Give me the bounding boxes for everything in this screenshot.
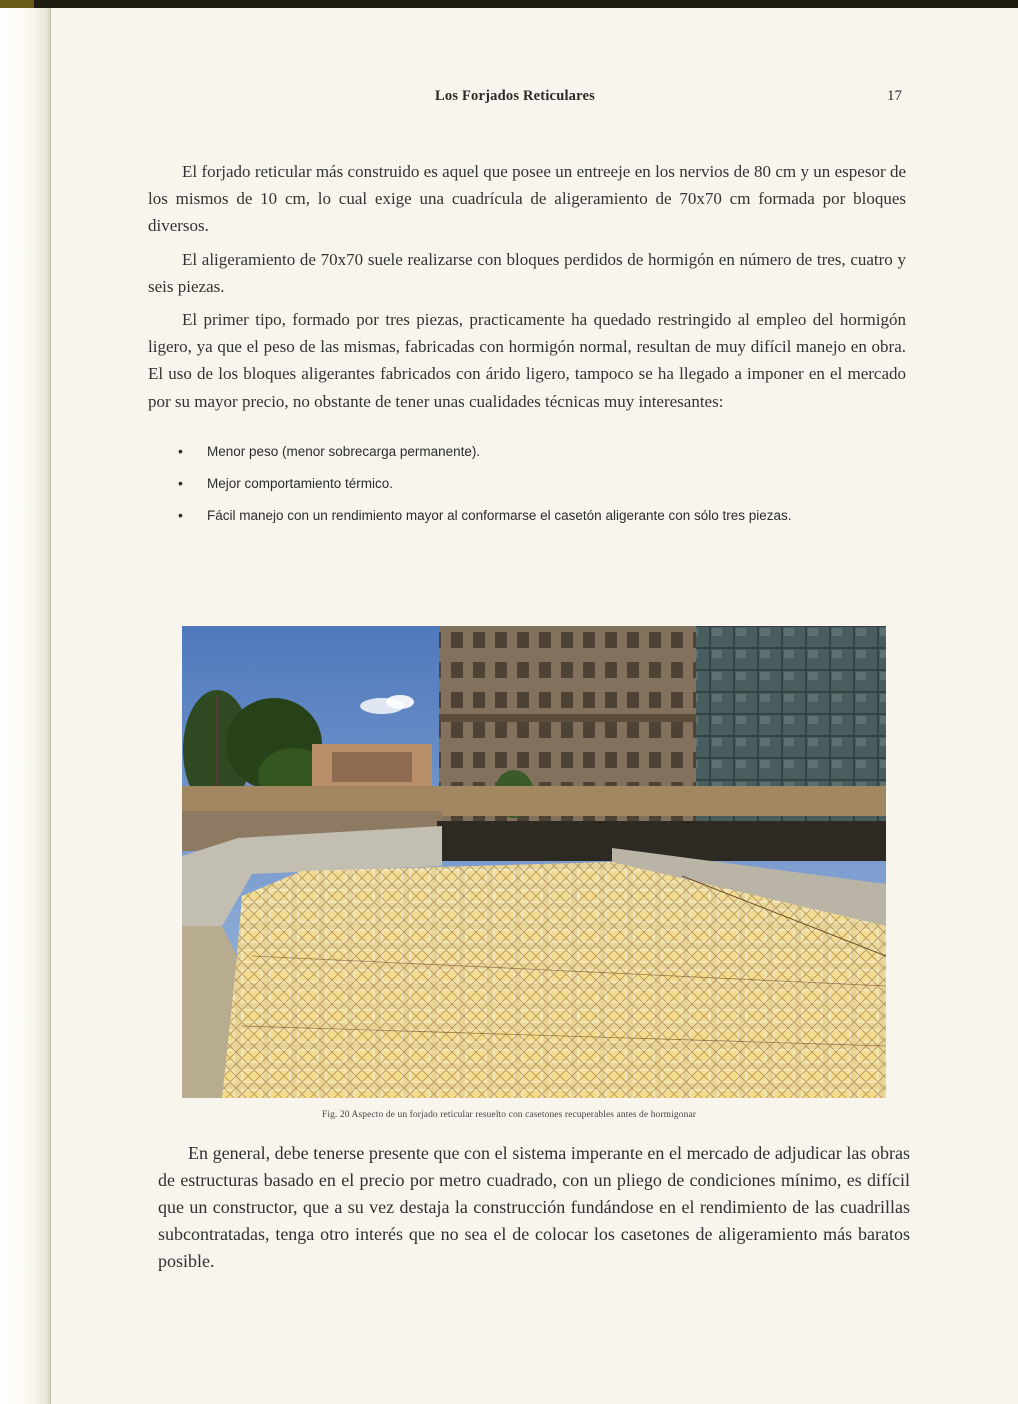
bullet-text: Mejor comportamiento térmico. <box>207 476 394 491</box>
bullet-icon: • <box>178 507 183 523</box>
running-header <box>0 88 1018 108</box>
bullet-item <box>176 442 908 461</box>
book-spine-shadow <box>0 8 50 1404</box>
figure-caption: Fig. 20 Aspecto de un forjado reticular resuelto con casetones recuperables antes de hormigonar <box>321 1110 697 1120</box>
bullet-item <box>176 474 908 493</box>
paragraph: El forjado reticular más construido es aquel que posee un entreeje en los nervios de 80 cm y un espesor de los mismos de 10 cm, lo cual exige una cuadrícula de aligeramiento de 70x70 cm formada por bloques diversos. <box>148 162 906 236</box>
bullet-item <box>176 506 908 525</box>
scan-top-band-accent <box>0 0 34 8</box>
bullet-icon: • <box>178 475 183 491</box>
chapter-title: Los Forjados Reticulares <box>435 88 595 104</box>
bullet-text: Fácil manejo con un rendimiento mayor al conformarse el casetón aligerante con sólo tres piezas. <box>207 508 792 523</box>
construction-site-photo <box>182 626 886 1098</box>
closing-paragraph: En general, debe tenerse presente que con el sistema imperante en el mercado de adjudicar las obras de estructuras basado en el precio por metro cuadrado, con un pliego de condiciones mínimo, es difícil que un constructor, que a su vez destaja la construcción fundándose en el rendimiento de las cuadrillas subcontratadas, tenga otro interés que no sea el de colocar los casetones de aligeramiento más baratos posible. <box>158 1143 910 1271</box>
bullet-list <box>176 442 908 538</box>
scan-top-band <box>0 0 1018 8</box>
bullet-text: Menor peso (menor sobrecarga permanente). <box>207 444 481 459</box>
paragraph: El aligeramiento de 70x70 suele realizarse con bloques perdidos de hormigón en número de tres, cuatro y seis piezas. <box>148 249 906 296</box>
page-number: 17 <box>887 88 902 104</box>
paragraph: El primer tipo, formado por tres piezas, practicamente ha quedado restringido al empleo del hormigón ligero, ya que el peso de las mismas, fabricadas con hormigón normal, resultan de muy difícil manejo en obra. El uso de los bloques aligerantes fabricados con árido ligero, tampoco se ha llegado a imponer en el mercado por su mayor precio, no obstante de tener unas cualidades técnicas muy interesantes: <box>148 310 906 411</box>
body-text <box>148 158 906 421</box>
bullet-icon: • <box>178 443 183 459</box>
